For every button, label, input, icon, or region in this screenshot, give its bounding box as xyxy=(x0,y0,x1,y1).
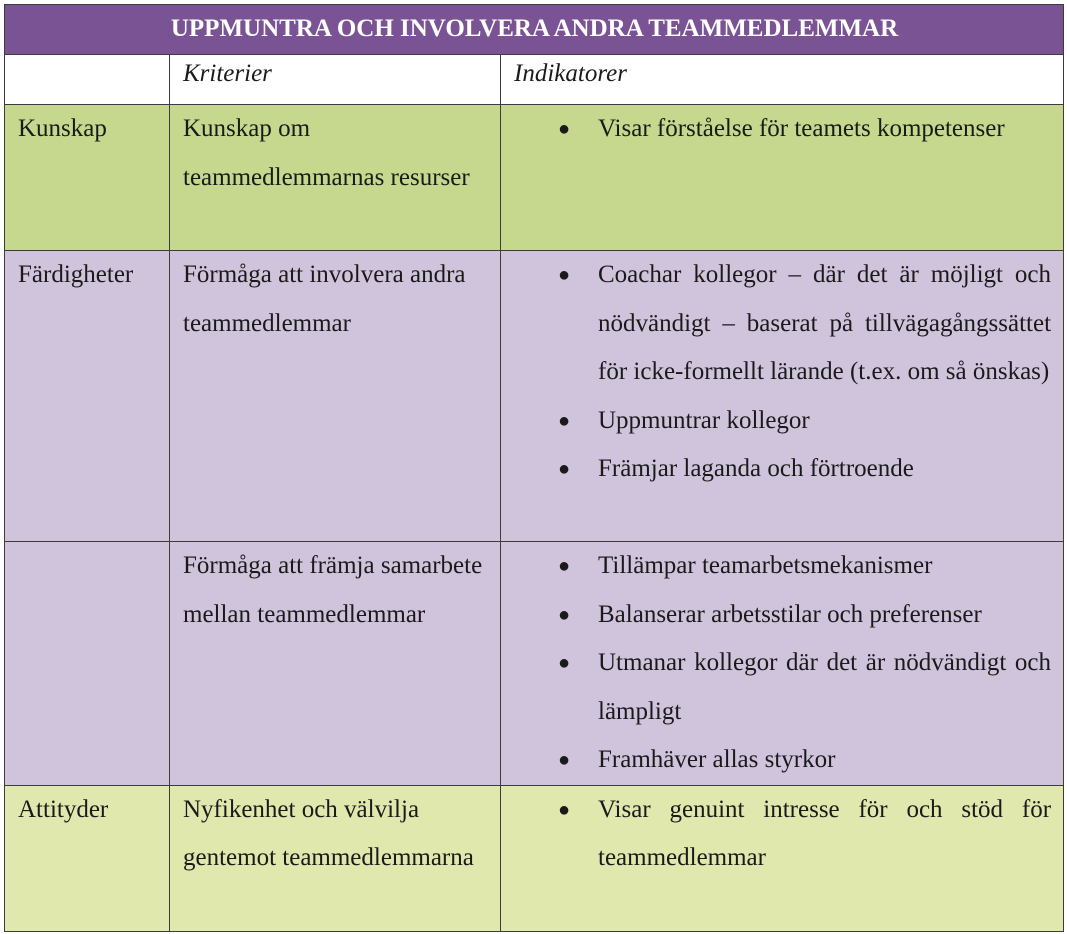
header-indicators: Indikatorer xyxy=(501,55,1064,105)
row-indicators xyxy=(501,251,1064,542)
indicator-text: Tillämpar teamarbetsmekanismer xyxy=(598,552,933,579)
row-criterion: Kunskap om teammedlemmarnas resurser xyxy=(170,105,501,251)
indicator-text: Uppmuntrar kollegor xyxy=(598,406,810,434)
indicator-item xyxy=(514,786,1051,883)
row-category: Färdigheter xyxy=(5,251,170,542)
indicator-text: Visar genuint intresse för och stöd för teammedlemmar xyxy=(598,795,1052,871)
row-criterion: Nyfikenhet och välvilja gentemot teammedlemmarna xyxy=(170,785,501,931)
table-row xyxy=(5,251,1064,542)
header-row xyxy=(5,55,1064,105)
bullet-icon: ● xyxy=(558,798,571,821)
row-category: Kunskap xyxy=(5,105,170,251)
header-category xyxy=(5,55,170,105)
bullet-icon: ● xyxy=(558,603,571,626)
bullet-icon: ● xyxy=(558,652,571,674)
indicator-item xyxy=(514,736,1051,785)
competence-table xyxy=(4,4,1064,932)
bullet-icon: ● xyxy=(558,264,571,286)
indicator-text: Utmanar kollegor där det är nödvändigt och lämpligt xyxy=(598,649,1052,725)
indicator-item xyxy=(514,591,1051,640)
row-indicators xyxy=(501,785,1064,931)
bullet-icon: ● xyxy=(558,118,571,140)
row-criterion: Förmåga att involvera andra teammedlemmar xyxy=(170,251,501,542)
row-category: Attityder xyxy=(5,785,170,931)
bullet-icon: ● xyxy=(558,458,571,480)
header-criteria: Kriterier xyxy=(170,55,501,105)
indicator-text: Visar förståelse för teamets kompetenser xyxy=(598,115,1005,142)
bullet-icon: ● xyxy=(558,409,571,432)
bullet-icon: ● xyxy=(558,555,571,577)
indicator-text: Coachar kollegor – där det är möjligt och nödvändigt – baserat på tillvägagångssättet för icke-formellt lärande (t.ex. om så önskas) xyxy=(598,261,1052,385)
table-title: UPPMUNTRA OCH INVOLVERA ANDRA TEAMMEDLEMMAR xyxy=(5,5,1064,55)
indicator-text: Främjar laganda och förtroende xyxy=(598,455,914,482)
title-row xyxy=(5,5,1064,55)
indicator-item xyxy=(514,105,1051,154)
row-criterion: Förmåga att främja samarbete mellan teammedlemmar xyxy=(170,542,501,786)
table-row xyxy=(5,542,1064,786)
bullet-icon: ● xyxy=(558,749,571,771)
row-indicators xyxy=(501,542,1064,786)
row-indicators xyxy=(501,105,1064,251)
indicator-text: Framhäver allas styrkor xyxy=(598,746,836,773)
indicator-item xyxy=(514,445,1051,494)
indicator-item xyxy=(514,397,1051,446)
indicator-item xyxy=(514,542,1051,591)
indicator-text: Balanserar arbetsstilar och preferenser xyxy=(598,600,982,628)
row-category xyxy=(5,542,170,786)
indicator-item xyxy=(514,639,1051,736)
table-row xyxy=(5,785,1064,931)
indicator-item xyxy=(514,251,1051,397)
table-row xyxy=(5,105,1064,251)
